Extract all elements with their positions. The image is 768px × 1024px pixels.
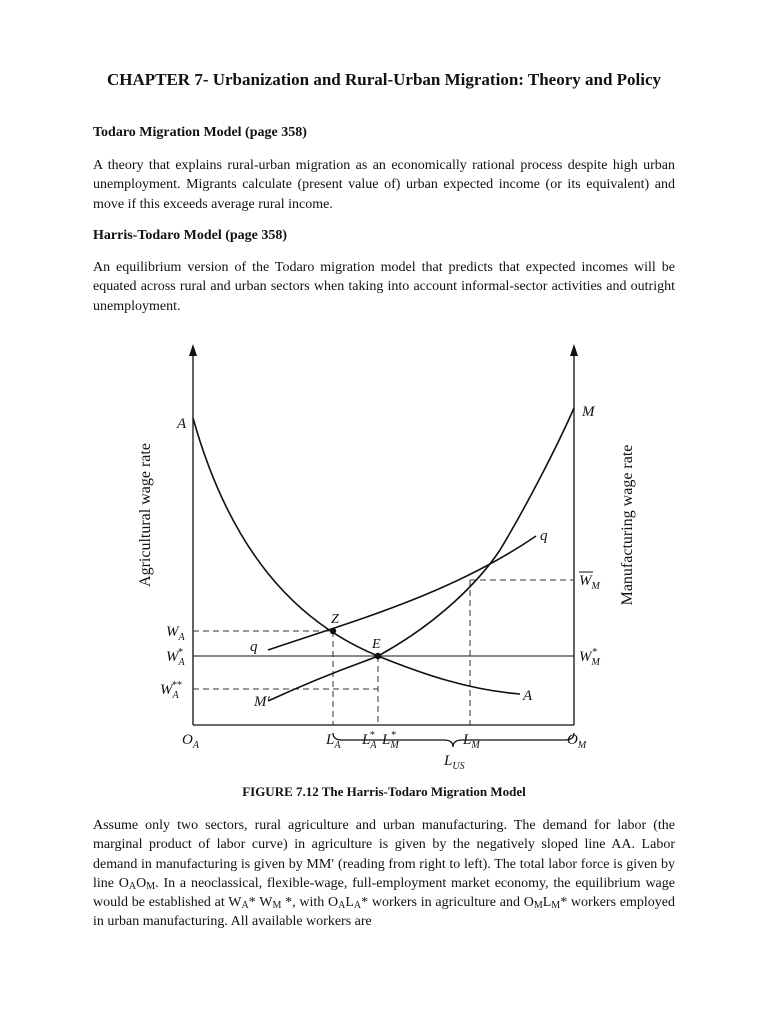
x-label-lm: $L_M$ [463, 732, 480, 751]
x-label-lm-star: $L_M*$ [382, 730, 399, 751]
body-paragraph-assumptions: Assume only two sectors, rural agriculture and urban manufacturing. The demand for labor (the marginal product of labor curve) in agriculture is given by the negatively sloped line AA. Labor demand in manufacturing is given by MM′ (reading from right to left). The total labor force is given by line $O_AO_M$. In a neoclassical, flexible-wage, full-employment market economy, the equilibrium wage would be established at $W_A*$ $W_M$ *, with $O_AL_A*$ workers in agriculture and $O_ML_M*$ workers employed in urban manufacturing. All available workers are [93, 818, 675, 930]
tick-label-wa: $W_A$ [166, 624, 185, 643]
section-heading-todaro: Todaro Migration Model (page 358) [93, 125, 307, 140]
left-axis-label: Agricultural wage rate [137, 443, 154, 587]
tick-label-wm-bar: $W_M$ [579, 573, 600, 592]
section-body-harris-todaro: An equilibrium version of the Todaro migration model that predicts that expected incomes will be equated across rural and urban sectors when taking into account informal-sector activities and outright unemployment. [93, 260, 675, 314]
tick-label-wa-star: $W_A*$ [166, 647, 185, 668]
curve-label-a-bottom: A [523, 688, 533, 704]
point-label-z: Z [331, 612, 339, 627]
curve-label-m-bottom: M′ [254, 694, 270, 710]
x-label-om: $O_M$ [567, 732, 587, 751]
harris-todaro-figure [120, 340, 636, 772]
right-axis-arrow [570, 344, 578, 356]
left-tick-labels [160, 624, 186, 701]
x-label-lus: $L_{US}$ [444, 753, 465, 772]
curve-label-a-top: A [177, 416, 187, 432]
point-label-e: E [372, 637, 381, 652]
right-tick-labels [579, 572, 601, 668]
x-label-la: $L_A$ [326, 732, 341, 751]
point-z [330, 628, 336, 634]
section-body-todaro: A theory that explains rural-urban migration as an economically rational process despite high urban unemployment. Migrants calculate (present value of) urban expected income (or its equivalent) and move if this exceeds average rural income. [93, 158, 675, 212]
left-axis-arrow [189, 344, 197, 356]
curve-label-q-right: q [540, 528, 548, 544]
curve-label-q-left: q [250, 639, 258, 655]
tick-label-wm-star: $W_M*$ [579, 647, 600, 668]
manufacturing-demand-curve [268, 408, 574, 701]
agricultural-demand-curve [193, 418, 520, 694]
curve-label-m-top: M [582, 404, 595, 420]
point-e [375, 653, 381, 659]
qq-curve [268, 536, 536, 650]
tick-label-wa-2star: $W_A**$ [160, 680, 182, 701]
right-axis-label: Manufacturing wage rate [619, 444, 636, 606]
figure-caption: FIGURE 7.12 The Harris-Todaro Migration Model [242, 784, 526, 799]
chapter-title: CHAPTER 7- Urbanization and Rural-Urban Migration: Theory and Policy [106, 70, 662, 89]
x-label-oa: $O_A$ [182, 732, 199, 751]
section-heading-harris-todaro: Harris-Todaro Model (page 358) [93, 228, 288, 243]
x-label-la-star: $L_A*$ [362, 730, 377, 751]
